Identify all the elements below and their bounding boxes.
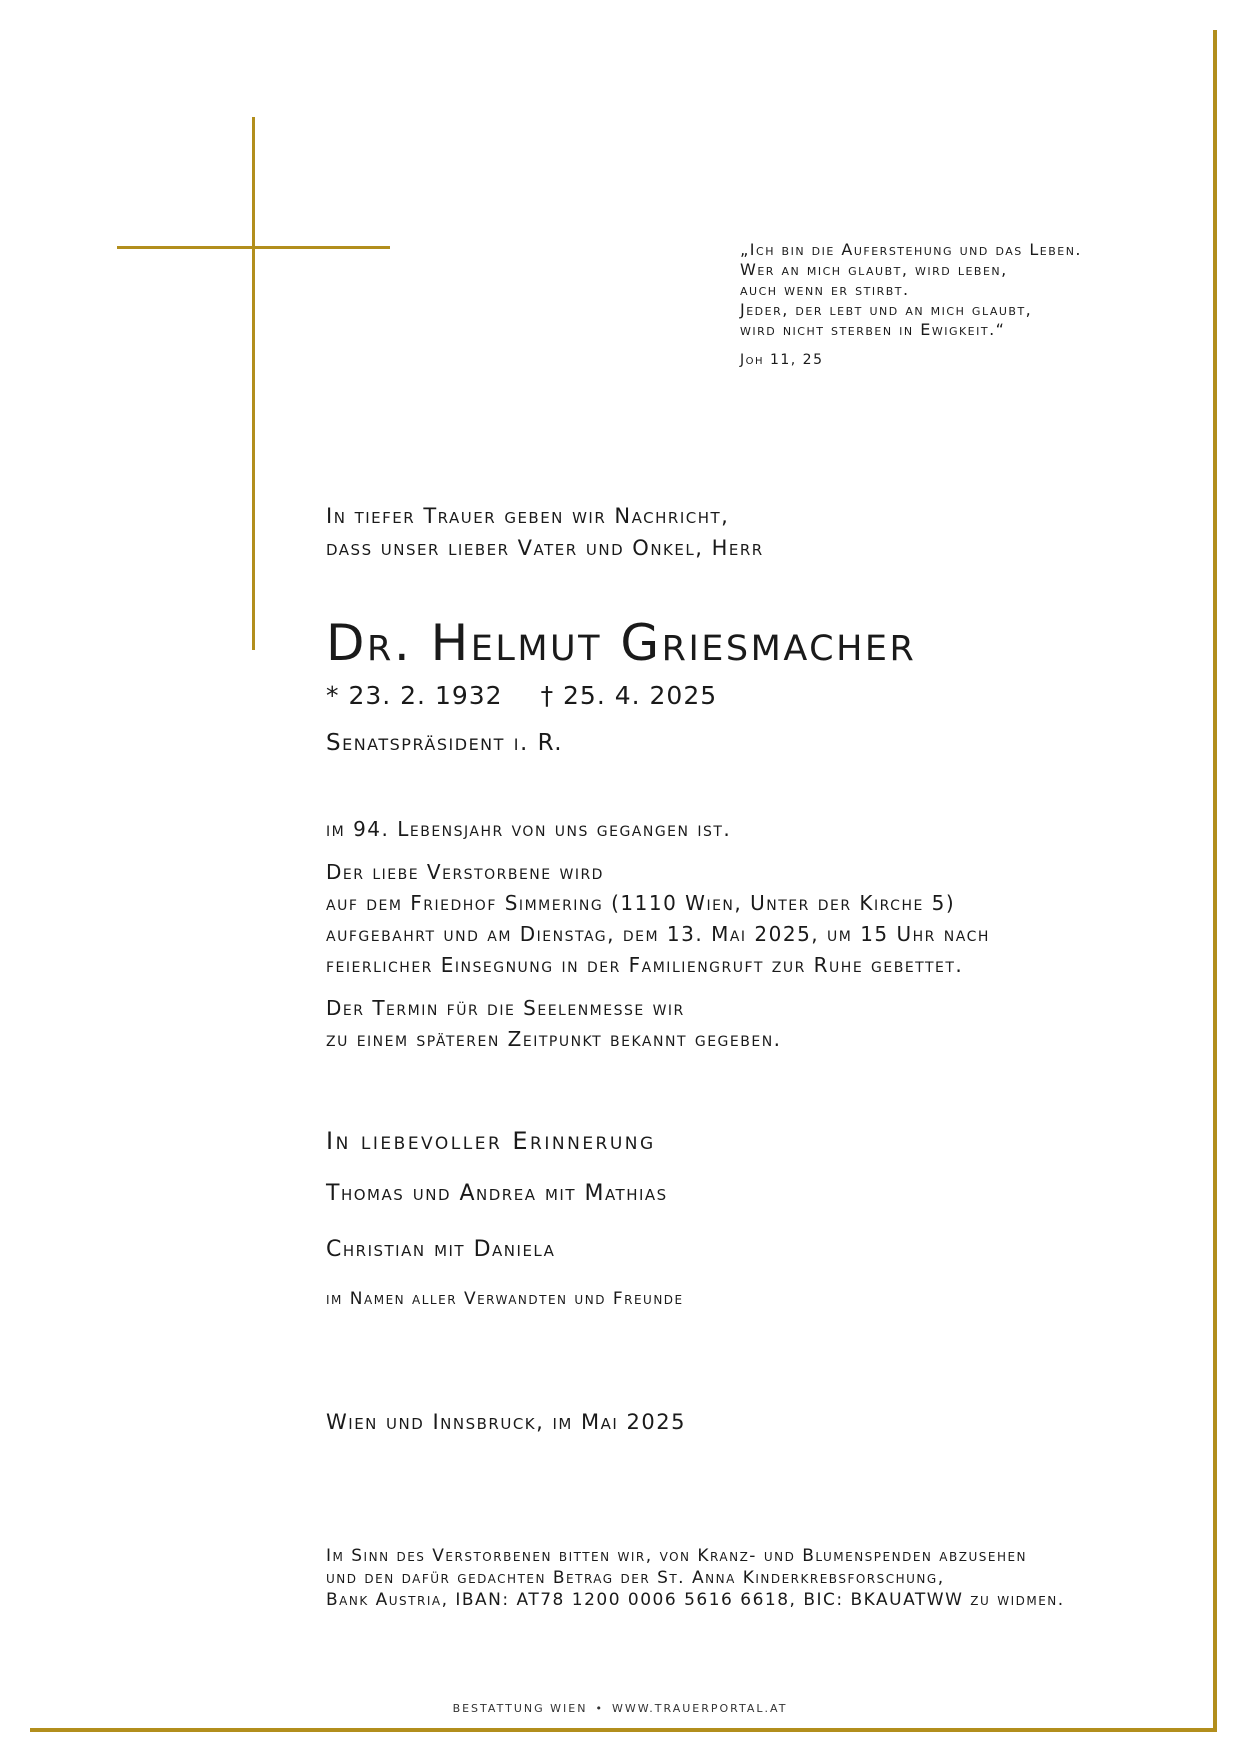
family-line: Thomas und Andrea mit Mathias bbox=[326, 1181, 668, 1206]
funeral-line: aufgebahrt und am Dienstag, dem 13. Mai 2025, um 15 Uhr nach bbox=[326, 922, 990, 946]
quote-reference: Joh 11, 25 bbox=[740, 352, 824, 368]
quote-line: wird nicht sterben in Ewigkeit.“ bbox=[740, 320, 1006, 339]
quote-line: „Ich bin die Auferstehung und das Leben. bbox=[740, 240, 1083, 259]
footer-company: BESTATTUNG WIEN bbox=[452, 1702, 588, 1715]
donation-request bbox=[326, 1545, 1206, 1611]
footer bbox=[0, 1702, 1240, 1715]
footer-website-link[interactable]: WWW.TRAUERPORTAL.AT bbox=[611, 1702, 788, 1715]
birth-date: * 23. 2. 1932 bbox=[326, 681, 503, 710]
announcement-body bbox=[326, 500, 1206, 1437]
cross-horizontal-beam bbox=[117, 246, 390, 249]
funeral-line: feierlicher Einsegnung in der Familiengruft zur Ruhe gebettet. bbox=[326, 953, 964, 977]
death-date: † 25. 4. 2025 bbox=[540, 681, 718, 710]
memory-heading: In liebevoller Erinnerung bbox=[326, 1127, 656, 1155]
intro-line: dass unser lieber Vater und Onkel, Herr bbox=[326, 536, 764, 560]
frame-right-border bbox=[1213, 30, 1217, 1732]
life-dates bbox=[326, 680, 1206, 712]
family-line: Christian mit Daniela bbox=[326, 1237, 556, 1262]
request-line: Im Sinn des Verstorbenen bitten wir, von Kranz- und Blumenspenden abzusehen bbox=[326, 1546, 1028, 1566]
funeral-details bbox=[326, 857, 1206, 981]
intro-text bbox=[326, 500, 1206, 564]
bible-quote bbox=[740, 240, 1200, 370]
relatives-line: im Namen aller Verwandten und Freunde bbox=[326, 1289, 684, 1309]
place-and-date: Wien und Innsbruck, im Mai 2025 bbox=[326, 1410, 686, 1434]
mass-details bbox=[326, 993, 1206, 1055]
quote-line: auch wenn er stirbt. bbox=[740, 280, 910, 299]
passed-text: im 94. Lebensjahr von uns gegangen ist. bbox=[326, 817, 732, 841]
footer-separator: • bbox=[595, 1702, 604, 1715]
funeral-line: Der liebe Verstorbene wird bbox=[326, 860, 604, 884]
frame-bottom-border bbox=[30, 1728, 1217, 1732]
deceased-title: Senatspräsident i. R. bbox=[326, 730, 564, 756]
cross-vertical-beam bbox=[252, 117, 255, 650]
mass-line: Der Termin für die Seelenmesse wir bbox=[326, 996, 685, 1020]
deceased-name: Dr. Helmut Griesmacher bbox=[326, 614, 917, 672]
quote-line: Jeder, der lebt und an mich glaubt, bbox=[740, 300, 1033, 319]
intro-line: In tiefer Trauer geben wir Nachricht, bbox=[326, 504, 730, 528]
request-line: und den dafür gedachten Betrag der St. Anna Kinderkrebsforschung, bbox=[326, 1568, 945, 1588]
funeral-line: auf dem Friedhof Simmering (1110 Wien, Unter der Kirche 5) bbox=[326, 891, 956, 915]
request-line: Bank Austria, IBAN: AT78 1200 0006 5616 6618, BIC: BKAUATWW zu widmen. bbox=[326, 1590, 1065, 1610]
quote-line: Wer an mich glaubt, wird leben, bbox=[740, 260, 1008, 279]
mass-line: zu einem späteren Zeitpunkt bekannt gegeben. bbox=[326, 1027, 782, 1051]
